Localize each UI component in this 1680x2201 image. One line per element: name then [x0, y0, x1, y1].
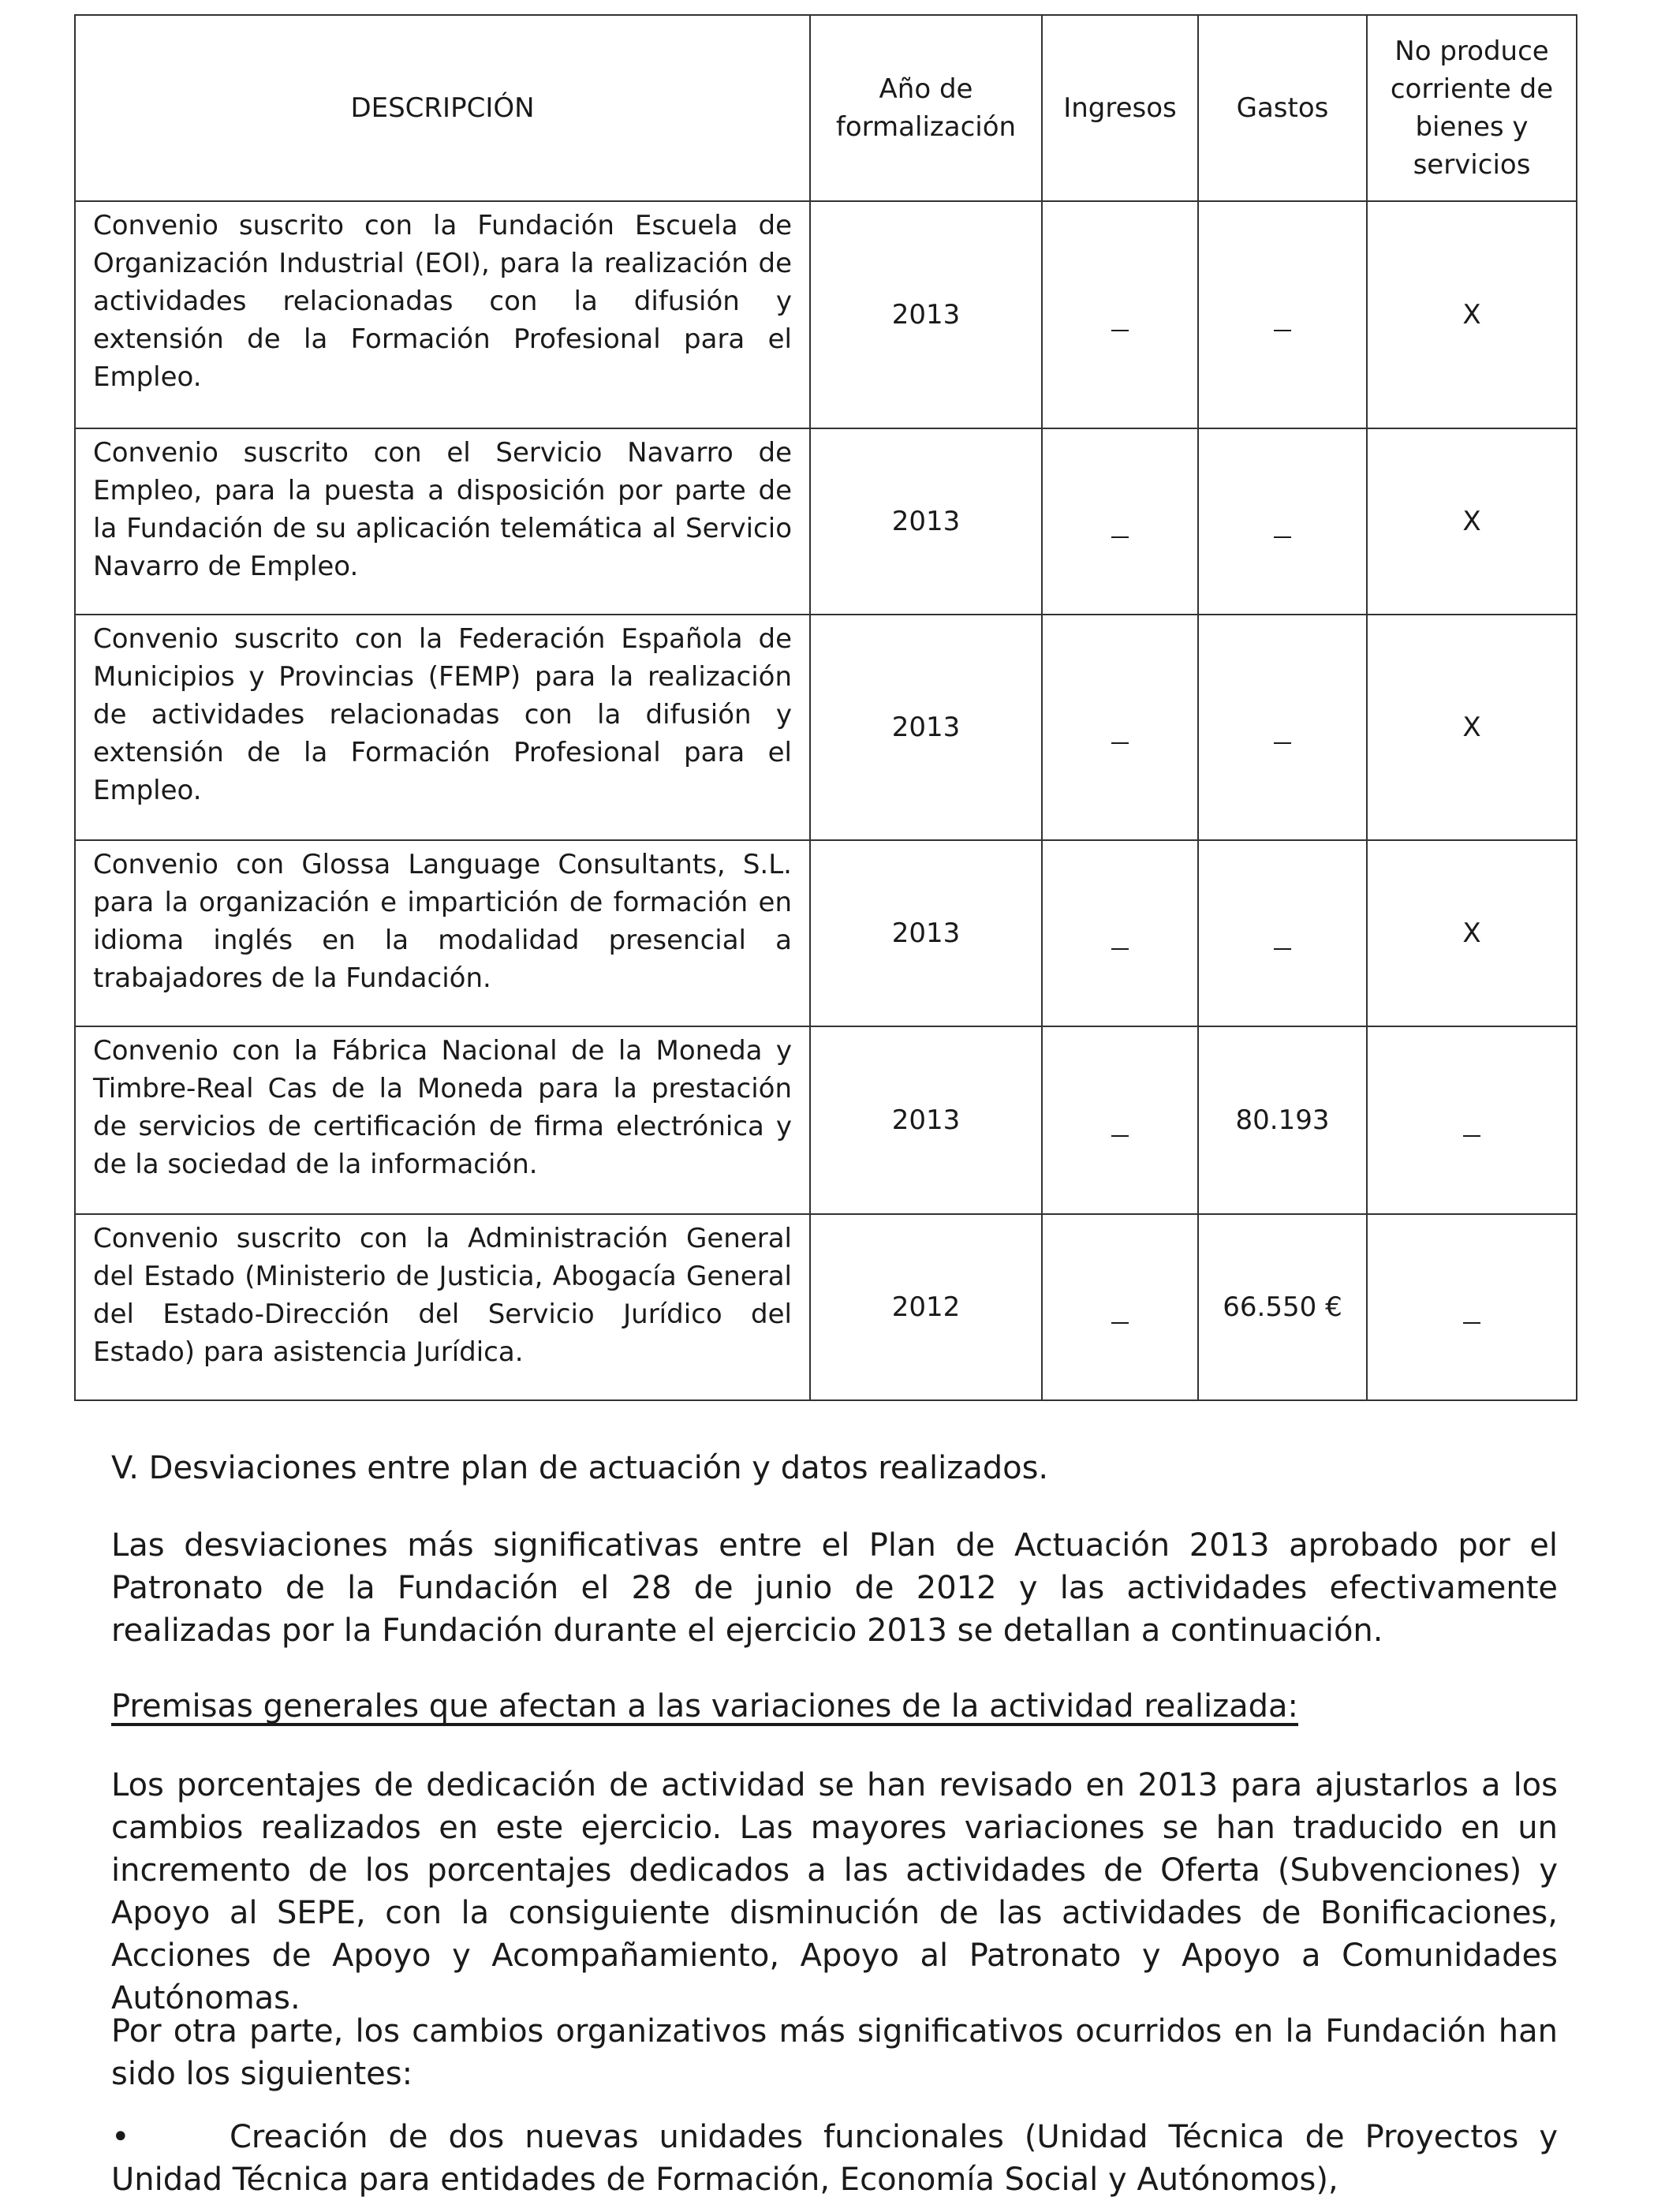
row-description — [75, 428, 810, 615]
row-ingresos — [1042, 428, 1198, 615]
row-description-text: Convenio con Glossa Language Consultants, S.L. para la organización e impartición de formación en idioma inglés en la modalidad presencial a trabajadores de la Fundación. — [93, 849, 792, 994]
row-description — [75, 1026, 810, 1214]
table-row — [75, 201, 1577, 428]
list-item — [111, 2116, 1558, 2201]
row-ingresos — [1042, 840, 1198, 1026]
row-description-text: Convenio suscrito con la Federación Española de Municipios y Provincias (FEMP) para la realización de actividades relacionadas con la difusión y extensión de la Formación Profesional para el Empleo. — [93, 623, 792, 806]
table-row — [75, 615, 1577, 840]
row-year: 2013 — [810, 1026, 1042, 1214]
row-year: 2013 — [810, 428, 1042, 615]
header-no-produce: No produce corriente de bienes y servicios — [1367, 15, 1577, 201]
row-ingresos — [1042, 1026, 1198, 1214]
empty-dash — [1111, 742, 1129, 744]
row-no-produce: X — [1367, 840, 1577, 1026]
empty-dash — [1274, 330, 1291, 331]
row-description — [75, 615, 810, 840]
header-gastos: Gastos — [1198, 15, 1367, 201]
table-row — [75, 1026, 1577, 1214]
empty-dash — [1111, 330, 1129, 331]
paragraph-cambios: Por otra parte, los cambios organizativos más significativos ocurridos en la Fundación han sido los siguientes: — [111, 2013, 1558, 2092]
row-no-produce: X — [1367, 428, 1577, 615]
row-year: 2013 — [810, 615, 1042, 840]
row-gastos — [1198, 615, 1367, 840]
header-anio: Año de formalización — [810, 15, 1042, 201]
row-description-text: Convenio suscrito con la Fundación Escuela de Organización Industrial (EOI), para la realización de actividades relacionadas con la difusión y extensión de la Formación Profesional para el Empleo. — [93, 210, 792, 393]
row-ingresos — [1042, 615, 1198, 840]
empty-dash — [1274, 742, 1291, 744]
convenios-table — [74, 14, 1577, 1401]
row-no-produce: X — [1367, 615, 1577, 840]
row-description-text: Convenio suscrito con el Servicio Navarro de Empleo, para la puesta a disposición por parte de la Fundación de su aplicación telemática al Servicio Navarro de Empleo. — [93, 437, 792, 582]
row-description-text: Convenio con la Fábrica Nacional de la Moneda y Timbre-Real Cas de la Moneda para la prestación de servicios de certificación de firma electrónica y de la sociedad de la información. — [93, 1035, 792, 1180]
row-year: 2012 — [810, 1214, 1042, 1400]
empty-dash — [1463, 1322, 1480, 1324]
table-row — [75, 1214, 1577, 1400]
row-gastos: 66.550 € — [1198, 1214, 1367, 1400]
row-no-produce: X — [1367, 201, 1577, 428]
bullet-marker: • — [111, 2119, 130, 2155]
row-description — [75, 1214, 810, 1400]
empty-dash — [1463, 1135, 1480, 1137]
table-row — [75, 428, 1577, 615]
row-description — [75, 201, 810, 428]
empty-dash — [1111, 948, 1129, 950]
row-gastos — [1198, 840, 1367, 1026]
empty-dash — [1111, 1135, 1129, 1137]
header-descripcion: DESCRIPCIÓN — [75, 15, 810, 201]
row-ingresos — [1042, 201, 1198, 428]
row-year: 2013 — [810, 201, 1042, 428]
table-header-row — [75, 15, 1577, 201]
row-description-text: Convenio suscrito con la Administración General del Estado (Ministerio de Justicia, Abogacía General del Estado-Dirección del Servicio Jurídico del Estado) para asistencia Jurídica. — [93, 1223, 792, 1368]
section-title: V. Desviaciones entre plan de actuación y datos realizados. — [111, 1450, 1049, 1486]
header-ingresos: Ingresos — [1042, 15, 1198, 201]
empty-dash — [1111, 536, 1129, 538]
paragraph-porcentajes: Los porcentajes de dedicación de actividad se han revisado en 2013 para ajustarlos a los cambios realizados en este ejercicio. Las mayores variaciones se han traducido en un incremento de los porcentajes dedicados a las actividades de Oferta (Subvenciones) y Apoyo al SEPE, con la consiguiente disminución de las actividades de Bonificaciones, Acciones de Apoyo y Acompañamiento, Apoyo al Patronato y Apoyo a Comunidades Autónomas. — [111, 1767, 1558, 2016]
paragraph-desviaciones: Las desviaciones más significativas entre el Plan de Actuación 2013 aprobado por el Patronato de la Fundación el 28 de junio de 2012 y las actividades efectivamente realizadas por la Fundación durante el ejercicio 2013 se detallan a continuación. — [111, 1527, 1558, 1649]
empty-dash — [1274, 948, 1291, 950]
empty-dash — [1274, 536, 1291, 538]
empty-dash — [1111, 1322, 1129, 1324]
table-row — [75, 840, 1577, 1026]
row-no-produce — [1367, 1026, 1577, 1214]
row-year: 2013 — [810, 840, 1042, 1026]
row-gastos — [1198, 428, 1367, 615]
row-ingresos — [1042, 1214, 1198, 1400]
bullet-text: Creación de dos nuevas unidades funcionales (Unidad Técnica de Proyectos y Unidad Técnica para entidades de Formación, Economía Social y Autónomos), — [111, 2119, 1558, 2198]
row-no-produce — [1367, 1214, 1577, 1400]
row-description — [75, 840, 810, 1026]
row-gastos: 80.193 — [1198, 1026, 1367, 1214]
subheading-premisas: Premisas generales que afectan a las variaciones de la actividad realizada: — [111, 1688, 1298, 1725]
row-gastos — [1198, 201, 1367, 428]
